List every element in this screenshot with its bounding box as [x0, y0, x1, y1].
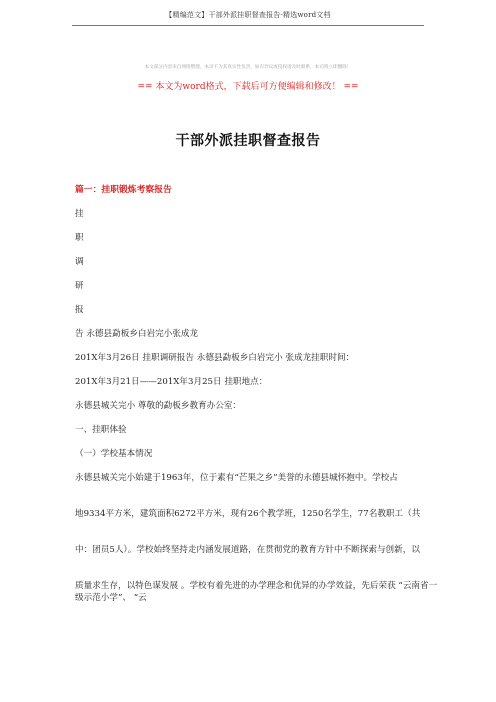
body-line: 201X年3月26日 挂职调研报告 永德县勐板乡白岩完小 张成龙挂职时间： — [75, 353, 355, 363]
document-title: 干部外派挂职督查报告 — [175, 133, 321, 149]
body-line: 201X年3月21日——201X年3月25日 挂职地点： — [75, 377, 268, 387]
vertical-char: 职 — [75, 233, 84, 243]
body-line: 永德县城关完小 尊敬的勐板乡教育办公室： — [75, 401, 242, 411]
vertical-char: 挂 — [75, 209, 84, 219]
body-line: 一、挂职体验 — [75, 425, 127, 435]
body-paragraph: 地9334平方米，建筑面积6272平方米，现有26个教学班，1250名学生，77名教职工（共 — [75, 509, 421, 519]
body-paragraph: 永德县城关完小始建于1963年，位于素有“芒果之乡”美誉的永德县城怀抱中。学校占 — [75, 473, 398, 483]
word-format-notice: == 本文为word格式，下载后可方便编辑和修改！ == — [137, 82, 359, 92]
body-paragraph: 中：团员5人）。学校始终坚持走内涵发展道路，在贯彻党的教育方针中不断探索与创新，以 — [75, 545, 420, 555]
body-paragraph: 质量求生存，以特色谋发展 。学校有着先进的办学理念和优异的办学效益，先后荣获 “云南省一级示范小学”、 “云 — [75, 581, 438, 603]
page-header: 【精编范文】干部外派挂职督查报告-精选word文档 — [165, 11, 331, 19]
body-line: 告 永德县勐板乡白岩完小张成龙 — [75, 329, 199, 339]
section-heading: 篇一：挂职锻炼考察报告 — [75, 185, 172, 195]
vertical-char: 调 — [75, 257, 84, 267]
body-line: （一）学校基本情况 — [75, 449, 153, 459]
disclaimer-text: 本文部分内容来自网络整理，本司不为其真实性负责，如有异议或侵权请及时联系，本司将立即删除！ — [144, 65, 352, 70]
vertical-char: 报 — [75, 305, 84, 315]
header-divider — [72, 25, 424, 26]
vertical-char: 研 — [75, 281, 84, 291]
